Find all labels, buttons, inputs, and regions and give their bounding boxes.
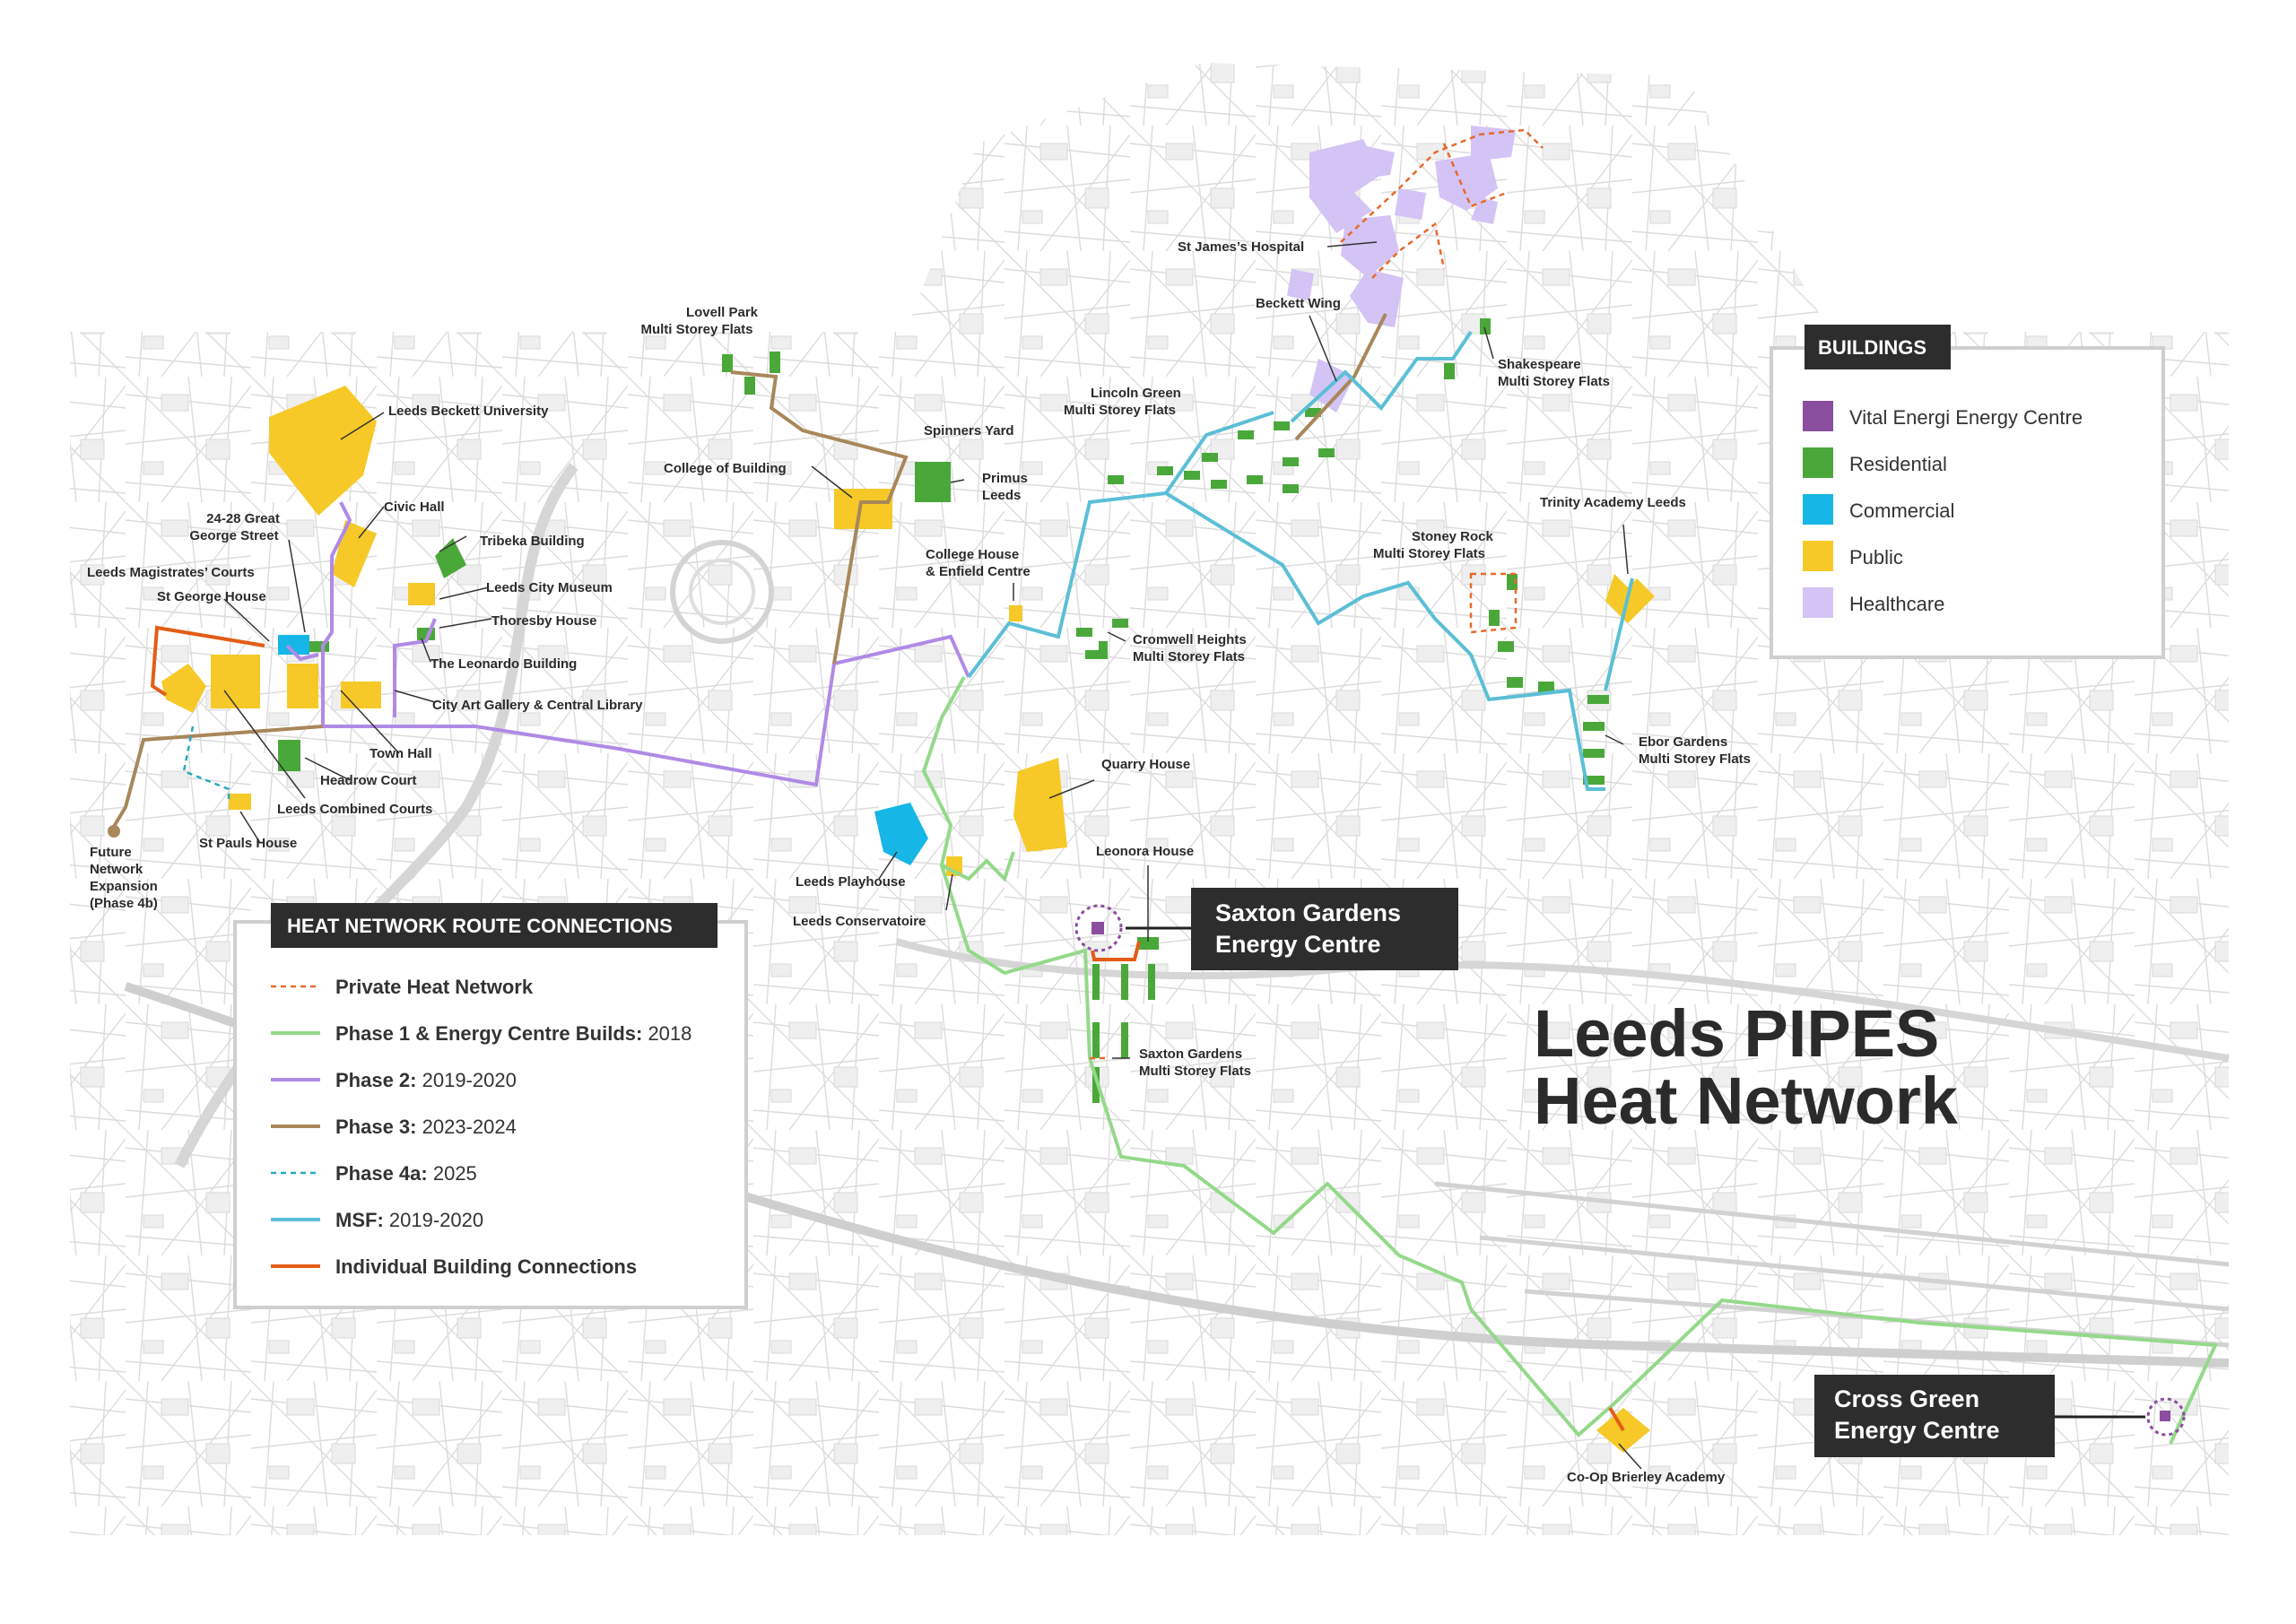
buildings-legend-label: Vital Energi Energy Centre xyxy=(1849,406,2083,429)
buildings-legend-swatch xyxy=(1803,494,1833,525)
label-saxton-gardens-1: Saxton Gardens xyxy=(1139,1046,1243,1062)
label-shakespeare-2: Multi Storey Flats xyxy=(1498,374,1611,389)
buildings-legend-swatch xyxy=(1803,541,1833,571)
route-legend-title: HEAT NETWORK ROUTE CONNECTIONS xyxy=(287,915,673,937)
label-lovell-park-2: Multi Storey Flats xyxy=(640,322,753,337)
label-leeds-magistrates-courts: Leeds Magistrates’ Courts xyxy=(87,565,255,580)
buildings-legend-swatch xyxy=(1803,587,1833,618)
label-leonardo-building: The Leonardo Building xyxy=(430,656,578,672)
title-line1: Leeds PIPES xyxy=(1534,996,1940,1071)
buildings-legend-label: Residential xyxy=(1849,453,1947,475)
label-primus-1: Primus xyxy=(982,471,1028,486)
label-headrow-court: Headrow Court xyxy=(320,773,417,788)
buildings-legend-title: BUILDINGS xyxy=(1818,336,1926,359)
label-lovell-park-1: Lovell Park xyxy=(685,305,759,320)
buildings-legend-item xyxy=(1803,494,1954,525)
label-college-house-1: College House xyxy=(926,547,1020,562)
buildings-legend-item xyxy=(1803,541,1903,571)
label-future-1: Future xyxy=(90,845,132,860)
buildings-legend-label: Public xyxy=(1849,546,1903,569)
label-coop-brierley-academy: Co-Op Brierley Academy xyxy=(1567,1470,1726,1485)
label-stoney-rock-1: Stoney Rock xyxy=(1412,529,1493,544)
title-line2: Heat Network xyxy=(1534,1064,1958,1138)
route-legend xyxy=(235,903,746,1307)
cross-green-energy-centre-card xyxy=(1814,1375,2055,1457)
label-leeds-city-museum: Leeds City Museum xyxy=(486,580,613,595)
label-cromwell-heights-1: Cromwell Heights xyxy=(1133,632,1247,647)
label-college-of-building: College of Building xyxy=(664,461,787,476)
label-leeds-conservatoire: Leeds Conservatoire xyxy=(793,914,926,929)
label-future-3: Expansion xyxy=(90,879,158,894)
label-future-2: Network xyxy=(90,862,144,877)
label-st-pauls-house: St Pauls House xyxy=(199,836,298,851)
buildings-legend-item xyxy=(1803,587,1944,618)
route-legend-label: Private Heat Network xyxy=(335,976,534,998)
label-leonora-house: Leonora House xyxy=(1096,844,1195,859)
route-legend-label: Phase 3: 2023-2024 xyxy=(335,1116,517,1138)
route-legend-label: Individual Building Connections xyxy=(335,1255,638,1278)
label-city-art-gallery: City Art Gallery & Central Library xyxy=(432,698,643,713)
label-saxton-gardens-2: Multi Storey Flats xyxy=(1139,1064,1252,1079)
cross-green-card-line2: Energy Centre xyxy=(1834,1417,2000,1444)
route-legend-label: MSF: 2019-2020 xyxy=(335,1209,484,1231)
label-great-george-street-2: George Street xyxy=(189,528,279,543)
label-stoney-rock-2: Multi Storey Flats xyxy=(1373,546,1486,561)
route-legend-label: Phase 2: 2019-2020 xyxy=(335,1069,517,1091)
label-future-4: (Phase 4b) xyxy=(90,896,158,911)
label-civic-hall: Civic Hall xyxy=(384,499,445,515)
buildings-legend-item xyxy=(1803,447,1947,478)
label-shakespeare-1: Shakespeare xyxy=(1498,357,1581,372)
label-primus-2: Leeds xyxy=(982,488,1022,503)
label-leeds-playhouse: Leeds Playhouse xyxy=(796,874,906,890)
label-lincoln-green-2: Multi Storey Flats xyxy=(1064,403,1177,418)
buildings-legend-label: Commercial xyxy=(1849,499,1955,522)
label-leeds-combined-courts: Leeds Combined Courts xyxy=(277,802,433,817)
map-title xyxy=(1534,996,1959,1138)
label-ebor-gardens-2: Multi Storey Flats xyxy=(1639,751,1752,767)
label-leeds-beckett-university: Leeds Beckett University xyxy=(388,404,549,419)
saxton-card-line2: Energy Centre xyxy=(1215,931,1381,958)
buildings-legend-swatch xyxy=(1803,401,1833,431)
label-st-george-house: St George House xyxy=(157,589,266,604)
label-quarry-house: Quarry House xyxy=(1101,757,1191,772)
label-ebor-gardens-1: Ebor Gardens xyxy=(1639,734,1728,750)
street-basemap xyxy=(70,63,2229,1535)
label-great-george-street-1: 24-28 Great xyxy=(206,511,280,526)
label-lincoln-green-1: Lincoln Green xyxy=(1091,386,1181,401)
label-st-jamess-hospital: St James’s Hospital xyxy=(1178,239,1305,255)
label-thoresby-house: Thoresby House xyxy=(491,613,597,629)
cross-green-card-line1: Cross Green xyxy=(1834,1385,1980,1412)
label-town-hall: Town Hall xyxy=(370,746,432,761)
label-tribeka-building: Tribeka Building xyxy=(480,534,585,549)
label-spinners-yard: Spinners Yard xyxy=(924,423,1014,439)
label-cromwell-heights-2: Multi Storey Flats xyxy=(1133,649,1246,664)
label-beckett-wing: Beckett Wing xyxy=(1256,296,1341,311)
terminus-marker xyxy=(108,825,120,838)
buildings-legend-swatch xyxy=(1803,447,1833,478)
buildings-legend xyxy=(1771,325,2163,657)
saxton-card-line1: Saxton Gardens xyxy=(1215,899,1402,926)
label-college-house-2: & Enfield Centre xyxy=(926,564,1031,579)
route-legend-label: Phase 4a: 2025 xyxy=(335,1162,477,1185)
buildings-legend-label: Healthcare xyxy=(1849,593,1945,615)
saxton-gardens-energy-centre-card xyxy=(1191,888,1458,970)
label-trinity-academy: Trinity Academy Leeds xyxy=(1540,495,1686,510)
route-legend-label: Phase 1 & Energy Centre Builds: 2018 xyxy=(335,1022,692,1045)
